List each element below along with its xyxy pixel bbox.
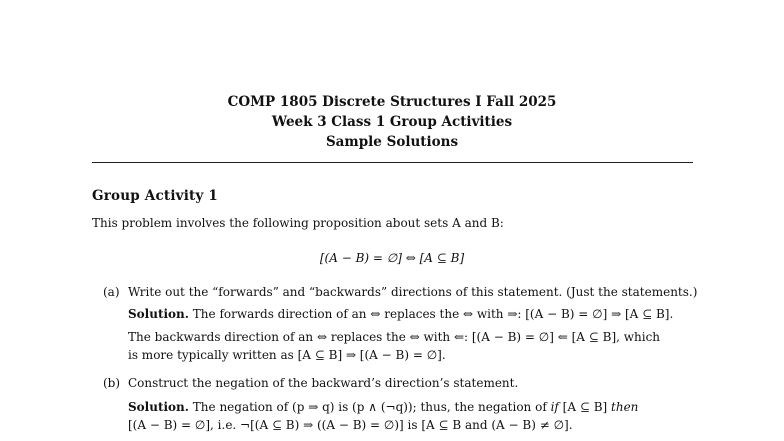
solution-text-b: [A ⊆ B]: [558, 400, 612, 414]
item-a-extra-line2: is more typically written as [A ⊆ B] ⇒ [(A − B) = ∅].: [128, 348, 446, 362]
item-a-label: (a): [103, 285, 120, 299]
item-a-extra-line1: The backwards direction of an ⇔ replaces the ⇔ with ⇐: [(A − B) = ∅] ⇐ [A ⊆ B], which: [128, 330, 661, 344]
item-b-label: (b): [103, 376, 121, 390]
intro-paragraph: This problem involves the following proposition about sets A and B:: [92, 216, 504, 230]
then-keyword: then: [611, 400, 639, 414]
display-equation: [(A − B) = ∅] ⇔ [A ⊆ B]: [319, 251, 465, 265]
section-heading: Group Activity 1: [92, 188, 219, 204]
class-title: Week 3 Class 1 Group Activities: [271, 114, 513, 130]
doc-subtitle: Sample Solutions: [325, 134, 459, 150]
solution-text: The forwards direction of an ⇔ replaces the ⇔ with ⇒: [(A − B) = ∅] ⇒ [A ⊆ B].: [192, 307, 674, 321]
solution-label: Solution.: [128, 400, 189, 414]
solution-text-a: The negation of (p ⇒ q) is (p ∧ (¬q)); thus, the negation of: [192, 400, 551, 414]
header-rule: [92, 162, 693, 163]
item-b-solution-line2: [(A − B) = ∅], i.e. ¬[(A ⊆ B) ⇒ ((A − B) = ∅)] is [A ⊆ B and (A − B) ≠ ∅].: [128, 418, 573, 432]
solution-label: Solution.: [128, 307, 189, 321]
item-a-question: Write out the “forwards” and “backwards” directions of this statement. (Just the statements.): [128, 285, 698, 299]
if-keyword: if: [550, 400, 559, 414]
item-a-solution: [128, 307, 673, 321]
item-b-solution: [128, 400, 638, 414]
course-title: COMP 1805 Discrete Structures I Fall 2025: [227, 94, 557, 110]
item-b-question: Construct the negation of the backward’s direction’s statement.: [128, 376, 519, 390]
